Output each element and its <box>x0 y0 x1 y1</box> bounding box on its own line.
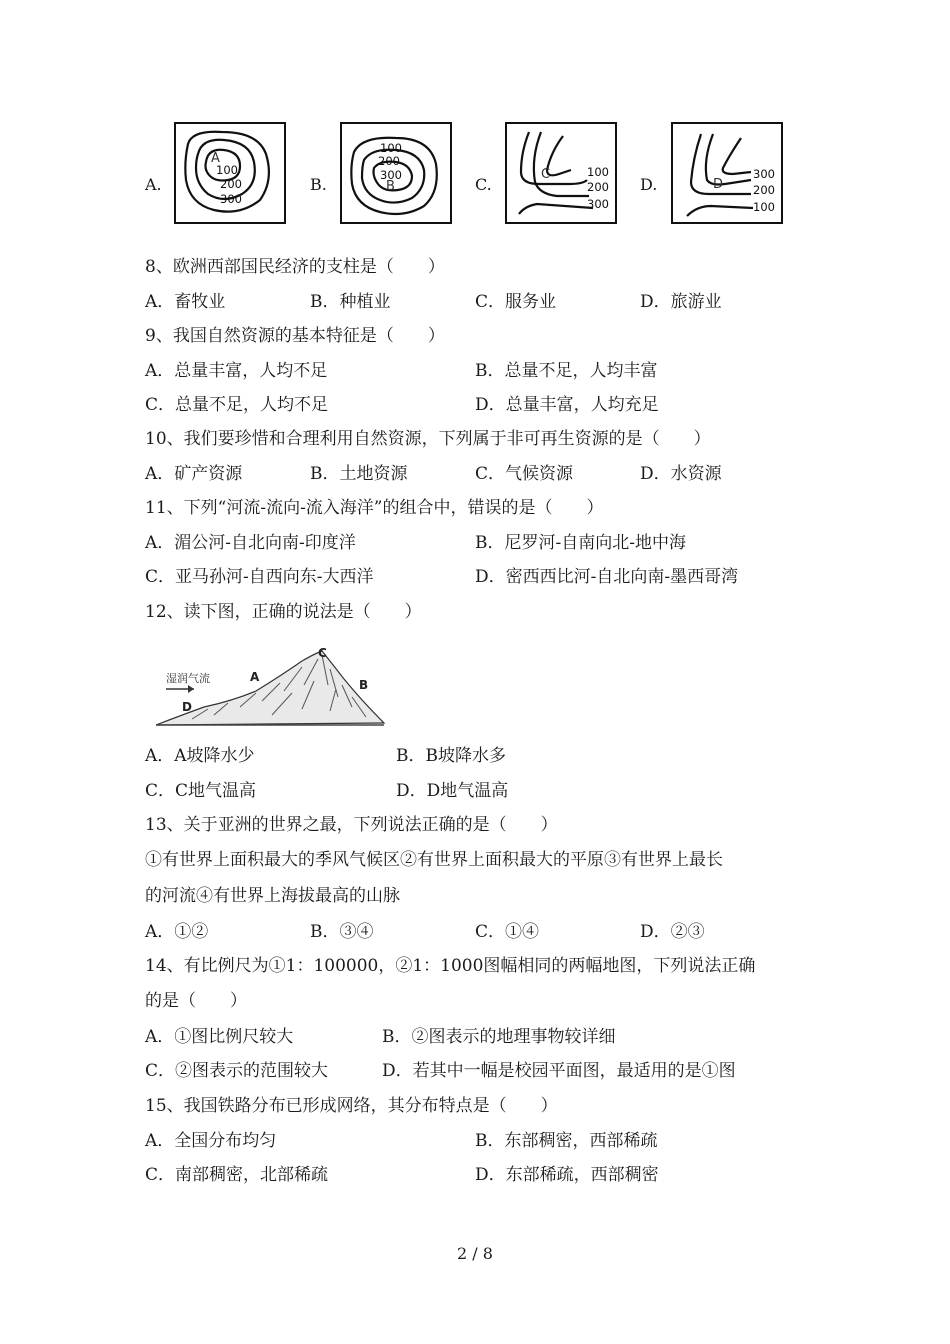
point-a-label: A <box>250 670 260 684</box>
contour-map-a <box>174 122 286 224</box>
option-a: A．畜牧业 <box>145 292 226 312</box>
option-b: B．种植业 <box>310 292 391 312</box>
option-b-label: B. <box>310 175 327 194</box>
contour-label: 200 <box>220 177 242 191</box>
question-12-stem: 12、读下图，正确的说法是（ ） <box>145 602 422 622</box>
option-d: D．若其中一幅是校园平面图，最适用的是①图 <box>382 1061 736 1081</box>
question-13-statements: ①有世界上面积最大的季风气候区②有世界上面积最大的平原③有世界上最长 <box>145 850 723 870</box>
question-13-statements-cont: 的河流④有世界上海拔最高的山脉 <box>145 886 400 906</box>
option-a: A．全国分布均匀 <box>145 1131 277 1151</box>
point-d-label: D <box>182 700 192 714</box>
option-b: B．东部稠密，西部稀疏 <box>475 1131 658 1151</box>
option-c: C．服务业 <box>475 292 557 312</box>
option-d: D．密西西比河-自北向南-墨西哥湾 <box>475 567 739 587</box>
contour-label: 300 <box>587 197 609 211</box>
option-b: B．尼罗河-自南向北-地中海 <box>475 533 686 553</box>
contour-label: 200 <box>753 183 775 197</box>
option-d: D．水资源 <box>640 464 722 484</box>
option-d-label: D. <box>640 175 658 194</box>
contour-map-b <box>340 122 452 224</box>
mountain-rainfall-figure <box>152 645 388 731</box>
option-c-label: C. <box>475 175 492 194</box>
point-c-label: C <box>318 646 327 660</box>
option-d: D．②③ <box>640 922 705 942</box>
question-14-stem: 14、有比例尺为①1：100000，②1：1000图幅相同的两幅地图，下列说法正确 <box>145 956 756 976</box>
option-b: B．土地资源 <box>310 464 408 484</box>
option-a: A．A坡降水少 <box>145 746 255 766</box>
option-d: D．总量丰富，人均充足 <box>475 395 659 415</box>
contour-label: 200 <box>587 180 609 194</box>
option-c: C．②图表示的范围较大 <box>145 1061 329 1081</box>
option-c: C．C地气温高 <box>145 781 257 801</box>
option-a-label: A. <box>145 175 162 194</box>
question-15-stem: 15、我国铁路分布已形成网络，其分布特点是（ ） <box>145 1096 558 1116</box>
option-c: C．南部稠密，北部稀疏 <box>145 1165 329 1185</box>
question-13-stem: 13、关于亚洲的世界之最，下列说法正确的是（ ） <box>145 815 558 835</box>
option-a: A．①图比例尺较大 <box>145 1027 294 1047</box>
option-d: D．D地气温高 <box>396 781 509 801</box>
point-b-label: B <box>359 678 369 692</box>
contour-map-b-letter: B <box>386 179 395 194</box>
contour-label: 300 <box>220 192 242 206</box>
option-c: C．亚马孙河-自西向东-大西洋 <box>145 567 374 587</box>
option-a: A．总量丰富，人均不足 <box>145 361 328 381</box>
option-c: C．总量不足，人均不足 <box>145 395 329 415</box>
option-a: A．矿产资源 <box>145 464 243 484</box>
contour-label: 300 <box>380 168 402 182</box>
option-b: B．总量不足，人均丰富 <box>475 361 658 381</box>
contour-label: 100 <box>753 200 775 214</box>
contour-label: 200 <box>378 154 400 168</box>
option-c: C．①④ <box>475 922 540 942</box>
option-a: A．湄公河-自北向南-印度洋 <box>145 533 356 553</box>
contour-map-c <box>505 122 617 224</box>
option-b: B．②图表示的地理事物较详细 <box>382 1027 616 1047</box>
contour-label: 300 <box>753 167 775 181</box>
contour-map-d <box>671 122 783 224</box>
option-a: A．①② <box>145 922 209 942</box>
option-d: D．旅游业 <box>640 292 722 312</box>
contour-label: 100 <box>216 163 238 177</box>
question-11-stem: 11、下列“河流-流向-流入海洋”的组合中，错误的是（ ） <box>145 498 604 518</box>
option-b: B．③④ <box>310 922 374 942</box>
contour-map-c-letter: C <box>541 167 551 182</box>
option-c: C．气候资源 <box>475 464 574 484</box>
option-d: D．东部稀疏，西部稠密 <box>475 1165 659 1185</box>
question-14-stem-cont: 的是（ ） <box>145 991 247 1011</box>
contour-label: 100 <box>380 141 402 155</box>
contour-map-a-letter: A <box>211 151 220 166</box>
question-9-stem: 9、我国自然资源的基本特征是（ ） <box>145 326 445 346</box>
airflow-label: 湿润气流 <box>166 672 210 685</box>
question-8-stem: 8、欧洲西部国民经济的支柱是（ ） <box>145 257 445 277</box>
option-b: B．B坡降水多 <box>396 746 506 766</box>
contour-label: 100 <box>587 165 609 179</box>
page-number: 2 / 8 <box>457 1244 493 1263</box>
question-10-stem: 10、我们要珍惜和合理利用自然资源，下列属于非可再生资源的是（ ） <box>145 429 711 449</box>
contour-map-d-letter: D <box>713 177 724 192</box>
